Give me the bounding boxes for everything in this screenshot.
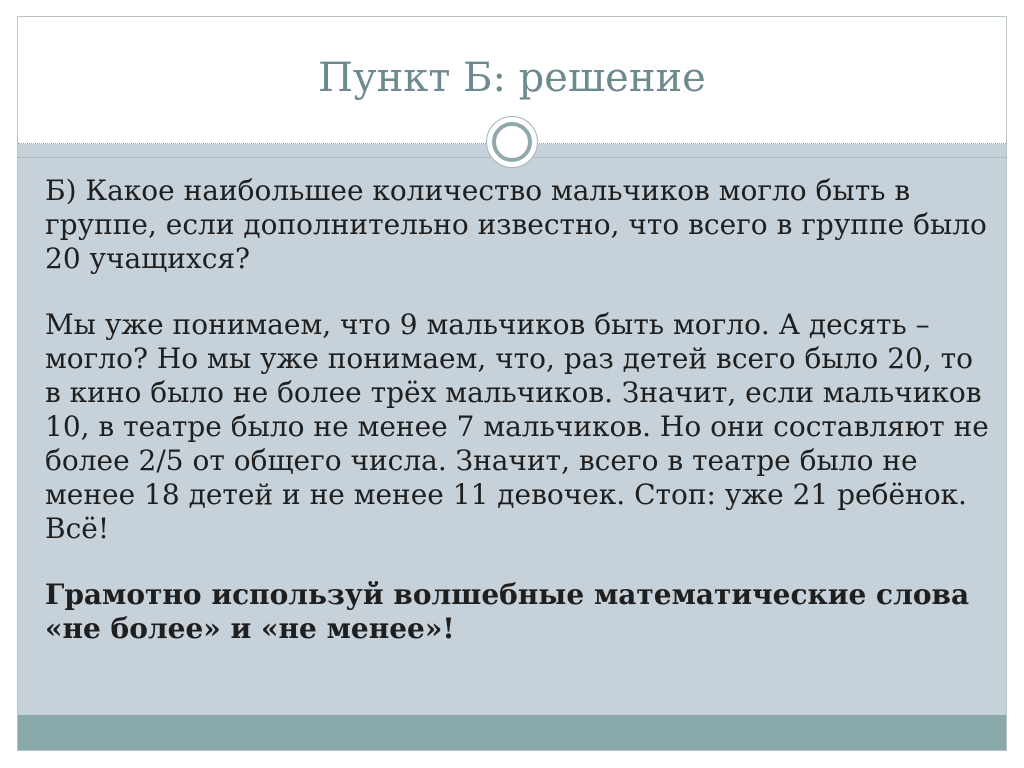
slide-title: Пункт Б: решение xyxy=(318,55,706,101)
slide xyxy=(17,16,1007,751)
circle-ornament-ring xyxy=(492,122,532,162)
circle-ornament-icon xyxy=(486,116,538,168)
question-paragraph: Б) Какое наибольшее количество мальчиков могло быть в группе, если дополнительно известно, что всего в группе было 20 учащихся? xyxy=(45,174,987,275)
advice-paragraph: Грамотно используй волшебные математические слова «не более» и «не менее»! xyxy=(45,578,970,645)
slide-body xyxy=(45,174,990,678)
footer-band xyxy=(18,715,1006,750)
solution-paragraph: Мы уже понимаем, что 9 мальчиков быть могло. А десять – могло? Но мы уже понимаем, что, раз детей всего было 20, то в кино было не более трёх мальчиков. Значит, если мальчиков 10, в театре было не менее 7 мальчиков. Но они составляют не более 2/5 от общего числа. Значит, всего в театре было не менее 18 детей и не менее 11 девочек. Стоп: уже 21 ребёнок. Всё! xyxy=(45,308,989,545)
